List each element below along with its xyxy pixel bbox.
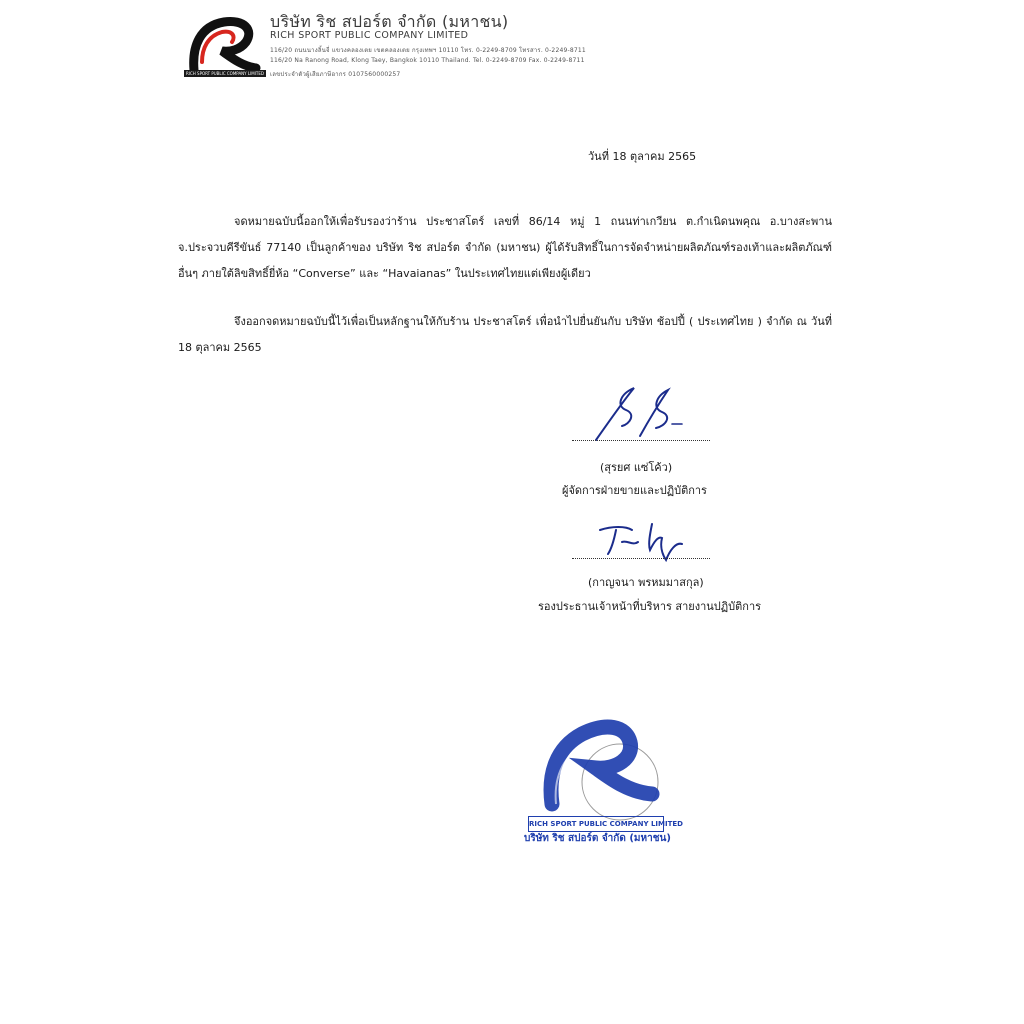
letter-date: วันที่ 18 ตุลาคม 2565 bbox=[588, 150, 697, 163]
signature-line-1 bbox=[572, 440, 710, 441]
signature-1-icon bbox=[590, 380, 700, 444]
body-paragraph-1: จดหมายฉบับนี้ออกให้เพื่อรับรองว่าร้าน ประชาสโตร์ เลขที่ 86/14 หมู่ 1 ถนนท่าเกวียน ต.กำเนิดนพคุณ อ.บางสะพาน จ.ประจวบคีรีขันธ์ 77140 เป็นลูกค้าของ บริษัท ริช สปอร์ต จำกัด (มหาชน) ผู้ได้รับสิทธิ์ในการจัดจำหน่ายผลิตภัณฑ์รองเท้าและผลิตภัณฑ์อื่นๆ ภายใต้ลิขสิทธิ์ยี่ห้อ “Converse” และ “Havaianas” ในประเทศไทยแต่เพียงผู้เดียว bbox=[178, 215, 832, 280]
stamp-english-name: RICH SPORT PUBLIC COMPANY LIMITED bbox=[528, 816, 664, 832]
signatory-1-name: (สุรยศ แซ่โค้ว) bbox=[600, 461, 673, 474]
stamp-thai-name: บริษัท ริช สปอร์ต จำกัด (มหาชน) bbox=[524, 833, 671, 844]
signatory-2-title: รองประธานเจ้าหน้าที่บริหาร สายงานปฏิบัติการ bbox=[538, 600, 762, 613]
signatory-2-name: (กาญจนา พรหมมาสกุล) bbox=[588, 576, 704, 589]
body-paragraph-2: จึงออกจดหมายฉบับนี้ไว้เพื่อเป็นหลักฐานให้กับร้าน ประชาสโตร์ เพื่อนำไปยื่นยันกับ บริษัท ช้อปปี้ ( ประเทศไทย ) จำกัด ณ วันที่ 18 ตุลาคม 2565 bbox=[178, 315, 832, 354]
company-name-english: RICH SPORT PUBLIC COMPANY LIMITED bbox=[270, 30, 469, 41]
signature-line-2 bbox=[572, 558, 710, 559]
company-name-thai: บริษัท ริช สปอร์ต จำกัด (มหาชน) bbox=[270, 12, 509, 31]
signature-2-icon bbox=[592, 520, 712, 562]
signatory-1-title: ผู้จัดการฝ่ายขายและปฏิบัติการ bbox=[562, 484, 707, 497]
company-logo-icon bbox=[186, 12, 266, 78]
address-english: 116/20 Na Ranong Road, Klong Taey, Bangkok 10110 Thailand. Tel. 0-2249-8709 Fax. 0-2249-8711 bbox=[270, 57, 585, 64]
address-thai: 116/20 ถนนนางลิ้นจี่ แขวงคลองเตย เขตคลองเตย กรุงเทพฯ 10110 โทร. 0-2249-8709 โทรสาร. 0-2249-8711 bbox=[270, 47, 586, 54]
tax-id: เลขประจำตัวผู้เสียภาษีอากร 0107560000257 bbox=[270, 71, 401, 78]
logo-caption: RICH SPORT PUBLIC COMPANY LIMITED bbox=[184, 70, 266, 77]
